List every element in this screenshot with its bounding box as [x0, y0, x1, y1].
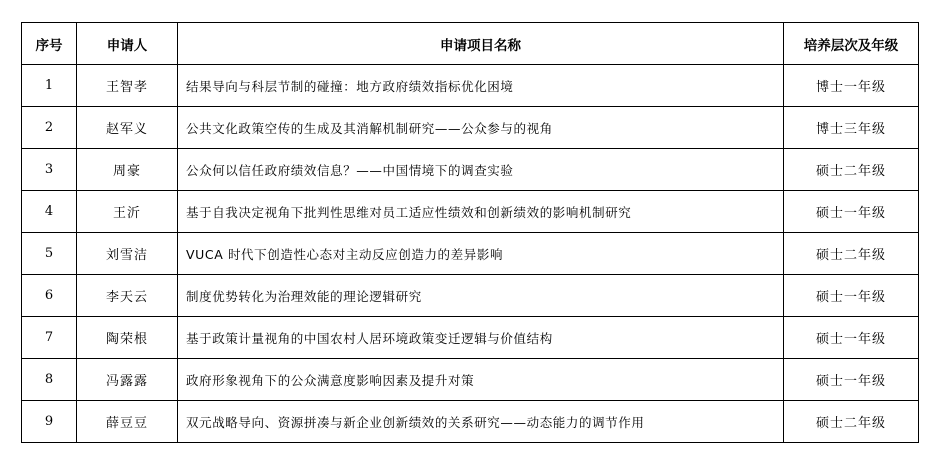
row-project-name: 基于自我决定视角下批判性思维对员工适应性绩效和创新绩效的影响机制研究 — [178, 191, 784, 233]
row-project-name: 双元战略导向、资源拼凑与新企业创新绩效的关系研究——动态能力的调节作用 — [178, 401, 784, 443]
table-row — [22, 233, 919, 275]
table-row — [22, 317, 919, 359]
header-level-grade: 培养层次及年级 — [784, 23, 919, 65]
table-row — [22, 359, 919, 401]
row-serial-number: 1 — [22, 65, 77, 107]
row-project-name: VUCA 时代下创造性心态对主动反应创造力的差异影响 — [178, 233, 784, 275]
row-level-grade: 博士三年级 — [784, 107, 919, 149]
row-serial-number: 5 — [22, 233, 77, 275]
table-row — [22, 107, 919, 149]
row-project-name: 公众何以信任政府绩效信息？——中国情境下的调查实验 — [178, 149, 784, 191]
table-header — [22, 23, 919, 65]
row-applicant: 王智孝 — [77, 65, 178, 107]
row-level-grade: 硕士一年级 — [784, 191, 919, 233]
table-row — [22, 149, 919, 191]
row-level-grade: 硕士二年级 — [784, 233, 919, 275]
row-applicant: 刘雪洁 — [77, 233, 178, 275]
applicant-table-container — [21, 22, 919, 443]
row-level-grade: 硕士一年级 — [784, 275, 919, 317]
row-project-name: 制度优势转化为治理效能的理论逻辑研究 — [178, 275, 784, 317]
header-project-name: 申请项目名称 — [178, 23, 784, 65]
row-serial-number: 8 — [22, 359, 77, 401]
row-serial-number: 6 — [22, 275, 77, 317]
row-level-grade: 硕士二年级 — [784, 401, 919, 443]
table-row — [22, 65, 919, 107]
applicant-table — [21, 22, 919, 443]
row-applicant: 薛豆豆 — [77, 401, 178, 443]
row-serial-number: 3 — [22, 149, 77, 191]
row-level-grade: 博士一年级 — [784, 65, 919, 107]
row-serial-number: 7 — [22, 317, 77, 359]
row-applicant: 陶荣根 — [77, 317, 178, 359]
row-project-name: 公共文化政策空传的生成及其消解机制研究——公众参与的视角 — [178, 107, 784, 149]
row-applicant: 周豪 — [77, 149, 178, 191]
row-serial-number: 4 — [22, 191, 77, 233]
table-row — [22, 401, 919, 443]
row-level-grade: 硕士一年级 — [784, 359, 919, 401]
row-level-grade: 硕士二年级 — [784, 149, 919, 191]
table-body — [22, 65, 919, 443]
row-serial-number: 2 — [22, 107, 77, 149]
row-project-name: 政府形象视角下的公众满意度影响因素及提升对策 — [178, 359, 784, 401]
header-row — [22, 23, 919, 65]
row-level-grade: 硕士一年级 — [784, 317, 919, 359]
header-serial-number: 序号 — [22, 23, 77, 65]
row-applicant: 赵军义 — [77, 107, 178, 149]
row-project-name: 基于政策计量视角的中国农村人居环境政策变迁逻辑与价值结构 — [178, 317, 784, 359]
header-applicant: 申请人 — [77, 23, 178, 65]
row-applicant: 李天云 — [77, 275, 178, 317]
table-row — [22, 191, 919, 233]
table-row — [22, 275, 919, 317]
row-applicant: 王沂 — [77, 191, 178, 233]
row-project-name: 结果导向与科层节制的碰撞：地方政府绩效指标优化困境 — [178, 65, 784, 107]
row-applicant: 冯露露 — [77, 359, 178, 401]
row-serial-number: 9 — [22, 401, 77, 443]
